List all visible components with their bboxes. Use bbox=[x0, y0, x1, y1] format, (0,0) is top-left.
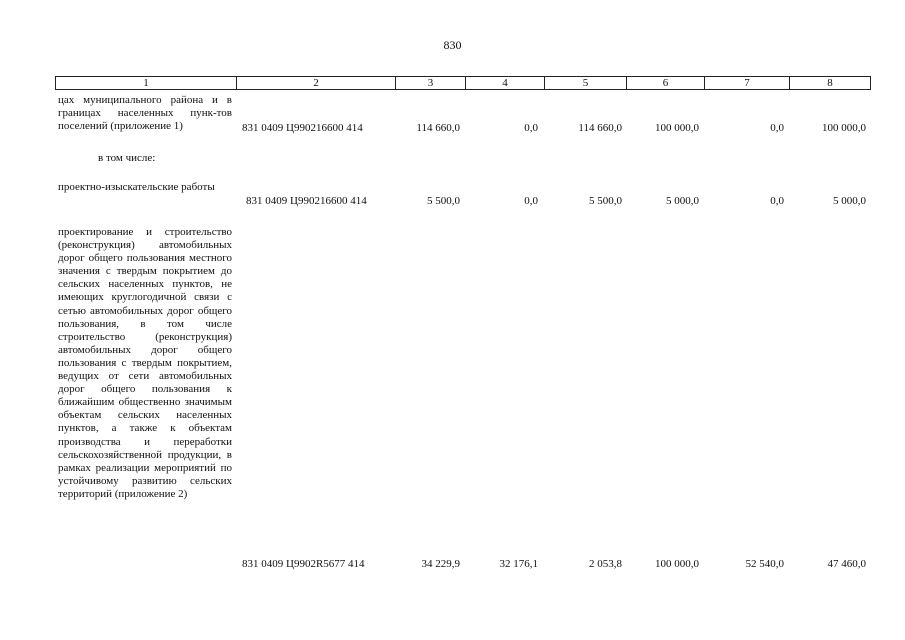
value-col-4: 0,0 bbox=[524, 122, 538, 134]
header-cell-1: 1 bbox=[55, 76, 237, 90]
header-cell-3: 3 bbox=[395, 76, 466, 90]
value-col-5: 114 660,0 bbox=[578, 122, 622, 134]
value-col-8: 47 460,0 bbox=[827, 558, 866, 570]
value-col-5: 5 500,0 bbox=[589, 195, 622, 207]
value-col-8: 5 000,0 bbox=[833, 195, 866, 207]
value-col-6: 100 000,0 bbox=[655, 122, 699, 134]
value-col-4: 32 176,1 bbox=[499, 558, 538, 570]
value-col-7: 0,0 bbox=[770, 195, 784, 207]
value-col-4: 0,0 bbox=[524, 195, 538, 207]
budget-code: 831 0409 Ц990216600 414 bbox=[242, 122, 363, 134]
row-description: в том числе: bbox=[98, 152, 156, 164]
header-cell-4: 4 bbox=[465, 76, 545, 90]
budget-code: 831 0409 Ц990216600 414 bbox=[246, 195, 367, 207]
header-cell-7: 7 bbox=[704, 76, 790, 90]
value-col-6: 100 000,0 bbox=[655, 558, 699, 570]
row-description: проектно-изыскательские работы bbox=[58, 181, 215, 193]
value-col-5: 2 053,8 bbox=[589, 558, 622, 570]
value-col-3: 5 500,0 bbox=[427, 195, 460, 207]
value-col-8: 100 000,0 bbox=[822, 122, 866, 134]
budget-code: 831 0409 Ц9902R5677 414 bbox=[242, 558, 365, 570]
row-description: цах муниципального района и в границах населенных пунк-тов поселений (приложение 1) bbox=[58, 94, 232, 133]
header-cell-2: 2 bbox=[236, 76, 396, 90]
value-col-7: 0,0 bbox=[770, 122, 784, 134]
value-col-6: 5 000,0 bbox=[666, 195, 699, 207]
header-cell-5: 5 bbox=[544, 76, 627, 90]
row-description: проектирование и строительство (реконструкция) автомобильных дорог общего пользования местного значения с твердым покрытием до сельских населенных пунктов, не имеющих круглогодичной связи с сетью автомобильных дорог общего пользования, в том числе строительство (реконструкция) автомобильных дорог общего пользования с твердым покрытием, ведущих от сети автомобильных дорог общего пользования к ближайшим общественно значимым объектам сельских населенных пунктов, а также к объектам производства и переработки сельскохозяйственной продукции, в рамках реализации мероприятий по устойчивому развитию сельских территорий (приложение 2) bbox=[58, 226, 232, 500]
value-col-3: 114 660,0 bbox=[416, 122, 460, 134]
page-number: 830 bbox=[443, 38, 462, 52]
header-cell-6: 6 bbox=[626, 76, 705, 90]
value-col-3: 34 229,9 bbox=[421, 558, 460, 570]
header-cell-8: 8 bbox=[789, 76, 871, 90]
value-col-7: 52 540,0 bbox=[745, 558, 784, 570]
